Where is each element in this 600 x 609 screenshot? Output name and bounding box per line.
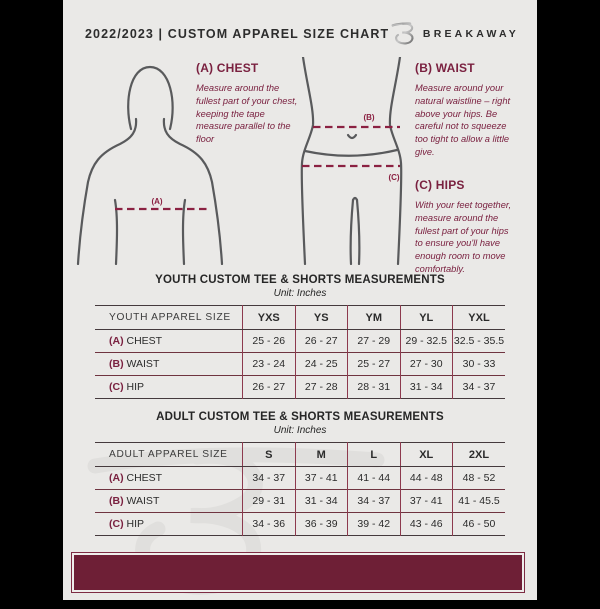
size-column-header: S: [243, 443, 296, 467]
size-column-header: YXL: [453, 306, 506, 330]
size-chart-page: [63, 0, 537, 600]
measurement-cell: 48 - 52: [453, 467, 506, 490]
measurement-cell: 26 - 27: [295, 330, 348, 353]
hips-body-text: With your feet together, measure around the fullest part of your hips to ensure you'll have enough room to move comfortably.: [415, 199, 512, 275]
measurement-cell: 37 - 41: [400, 490, 453, 513]
size-column-header: XL: [400, 443, 453, 467]
measurement-cell: 32.5 - 35.5: [453, 330, 506, 353]
measurement-cell: 31 - 34: [400, 376, 453, 399]
breakaway-logo-icon: [390, 17, 418, 50]
size-column-header: L: [348, 443, 401, 467]
waist-body-text: Measure around your natural waistline – right above your hips. Be careful not to squeeze too tight to allow a little give.: [415, 83, 511, 158]
measurement-cell: 27 - 30: [400, 353, 453, 376]
hip-line-label: (C): [388, 173, 400, 182]
adult-table-unit: Unit: Inches: [273, 425, 327, 436]
measurement-cell: 34 - 37: [453, 376, 506, 399]
measurement-cell: 28 - 31: [348, 376, 401, 399]
size-column-header: M: [295, 443, 348, 467]
chest-body-text: Measure around the fullest part of your chest, keeping the tape measure parallel to the floor: [196, 83, 298, 145]
measurement-cell: 34 - 37: [243, 467, 296, 490]
measurement-cell: 34 - 36: [243, 513, 296, 536]
measurement-cell: 31 - 34: [295, 490, 348, 513]
table-row: [95, 513, 505, 536]
header-bar: [85, 17, 519, 50]
row-label: (B) WAIST: [95, 353, 243, 376]
table-row: [95, 490, 505, 513]
measurement-cell: 27 - 29: [348, 330, 401, 353]
measurement-cell: 39 - 42: [348, 513, 401, 536]
measurement-cell: 23 - 24: [243, 353, 296, 376]
row-label: (C) HIP: [95, 376, 243, 399]
brand-block: [390, 17, 519, 50]
measurement-cell: 27 - 28: [295, 376, 348, 399]
youth-header-row: [95, 306, 505, 330]
label-column-header: ADULT APPAREL SIZE: [95, 443, 243, 467]
measurement-cell: 26 - 27: [243, 376, 296, 399]
page-title: 2022/2023 | CUSTOM APPAREL SIZE CHART: [85, 26, 390, 41]
measurement-cell: 34 - 37: [348, 490, 401, 513]
size-column-header: YS: [295, 306, 348, 330]
lower-body-figure: [290, 57, 412, 270]
chest-line-label: (A): [151, 197, 163, 206]
waist-hips-instructions: [415, 61, 517, 276]
size-column-header: YXS: [243, 306, 296, 330]
youth-size-table: [95, 305, 505, 399]
row-label: (A) CHEST: [109, 472, 163, 484]
adult-table-section: [63, 411, 537, 536]
footer-accent-bar: [72, 553, 524, 592]
measurement-cell: 36 - 39: [295, 513, 348, 536]
size-column-header: YL: [400, 306, 453, 330]
measurement-cell: 44 - 48: [400, 467, 453, 490]
measurement-cell: 25 - 27: [348, 353, 401, 376]
youth-table-unit: Unit: Inches: [273, 288, 327, 299]
size-column-header: 2XL: [453, 443, 506, 467]
table-row: [95, 467, 505, 490]
chest-instructions: [196, 61, 299, 146]
measurement-cell: 29 - 32.5: [400, 330, 453, 353]
table-row: [95, 376, 505, 399]
measurement-cell: 24 - 25: [295, 353, 348, 376]
chest-heading: (A) CHEST: [196, 61, 259, 75]
measurement-cell: 25 - 26: [243, 330, 296, 353]
table-row: [95, 353, 505, 376]
measurement-cell: 37 - 41: [295, 467, 348, 490]
row-label: (A) CHEST: [109, 335, 163, 347]
adult-table-title: ADULT CUSTOM TEE & SHORTS MEASUREMENTS: [156, 411, 444, 423]
hips-heading: (C) HIPS: [415, 177, 465, 192]
table-row: [95, 330, 505, 353]
row-label: (B) WAIST: [95, 490, 243, 513]
waist-line-label: (B): [363, 113, 375, 122]
measurement-cell: 30 - 33: [453, 353, 506, 376]
row-label: (C) HIP: [95, 513, 243, 536]
label-column-header: YOUTH APPAREL SIZE: [95, 306, 243, 330]
waist-heading: (B) WAIST: [415, 61, 475, 75]
youth-table-title: YOUTH CUSTOM TEE & SHORTS MEASUREMENTS: [155, 274, 445, 286]
adult-size-table: [95, 442, 505, 536]
measurement-cell: 43 - 46: [400, 513, 453, 536]
size-column-header: YM: [348, 306, 401, 330]
measurement-cell: 41 - 44: [348, 467, 401, 490]
youth-table-section: [63, 274, 537, 399]
brand-name: BREAKAWAY: [422, 27, 519, 40]
measurement-cell: 41 - 45.5: [453, 490, 506, 513]
measurement-cell: 29 - 31: [243, 490, 296, 513]
adult-header-row: [95, 443, 505, 467]
measurement-cell: 46 - 50: [453, 513, 506, 536]
